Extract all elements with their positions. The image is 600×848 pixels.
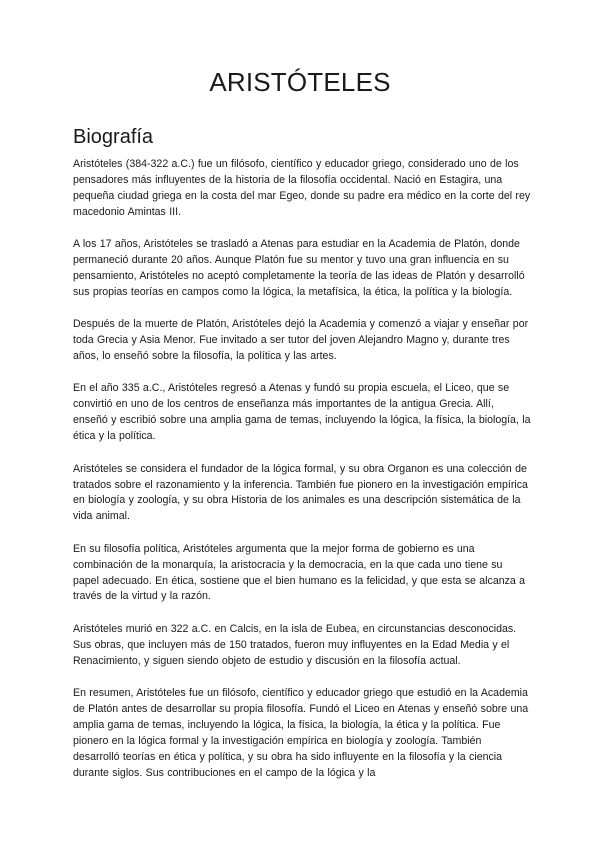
- paragraph: Después de la muerte de Platón, Aristóteles dejó la Academia y comenzó a viajar y enseñar por toda Grecia y Asia Menor. Fue invitado a ser tutor del joven Alejandro Magno y, durante tres años, lo enseñó sobre la filosofía, la política y las artes.: [73, 318, 529, 363]
- paragraph: En el año 335 a.C., Aristóteles regresó a Atenas y fundó su propia escuela, el Liceo, que se convirtió en uno de los centros de enseñanza más importantes de la antigua Grecia. Allí, enseñó y escribió sobre una amplia gama de temas, incluyendo la lógica, la física, la biología, la ética y la política.: [73, 382, 531, 443]
- paragraph: Aristóteles murió en 322 a.C. en Calcis, en la isla de Eubea, en circunstancias desconocidas. Sus obras, que incluyen más de 150 tratados, fueron muy influyentes en la Edad Media y el Renacimiento, y siguen siendo objeto de estudio y discusión en la filosofía actual.: [73, 622, 517, 667]
- body-text: [73, 157, 531, 798]
- paragraph: Aristóteles se considera el fundador de la lógica formal, y su obra Organon es una colección de tratados sobre el razonamiento y la inferencia. También fue pionero en la investigación empírica en biología y zoología, y su obra Historia de los animales es una descripción sistemática de la vida animal.: [73, 462, 528, 523]
- section-heading: Biografía: [73, 126, 154, 148]
- paragraph: A los 17 años, Aristóteles se trasladó a Atenas para estudiar en la Academia de Platón, donde permaneció durante 20 años. Aunque Platón fue su mentor y tuvo una gran influencia en su pensamiento, Aristóteles no aceptó completamente la teoría de las ideas de Platón y desarrolló sus propias teorías en campos como la lógica, la metafísica, la ética, la política y la biología.: [73, 238, 525, 298]
- paragraph: En resumen, Aristóteles fue un filósofo, científico y educador griego que estudió en la Academia de Platón antes de desarrollar su propia filosofía. Fundó el Liceo en Atenas y enseñó sobre una amplia gama de temas, incluyendo la lógica, la física, la biología, la ética y la política. Fue pionero en la lógica formal y la investigación empírica en biología y zoología. También desarrolló teorías en ética y política, y su obra ha sido influyente en la filosofía y la ciencia durante siglos. Sus contribuciones en el campo de la lógica y la: [73, 687, 529, 779]
- document-title: ARISTÓTELES: [209, 67, 391, 97]
- paragraph: Aristóteles (384-322 a.C.) fue un filósofo, científico y educador griego, considerado uno de los pensadores más influyentes de la historia de la filosofía occidental. Nació en Estagira, una pequeña ciudad griega en la costa del mar Egeo, donde su padre era médico en la corte del rey macedonio Amintas III.: [73, 158, 531, 218]
- paragraph: En su filosofía política, Aristóteles argumenta que la mejor forma de gobierno es una combinación de la monarquía, la aristocracia y la democracia, en la que cada uno tiene su papel adecuado. En ética, sostiene que el bien humano es la felicidad, y que esta se alcanza a través de la virtud y la razón.: [73, 542, 526, 603]
